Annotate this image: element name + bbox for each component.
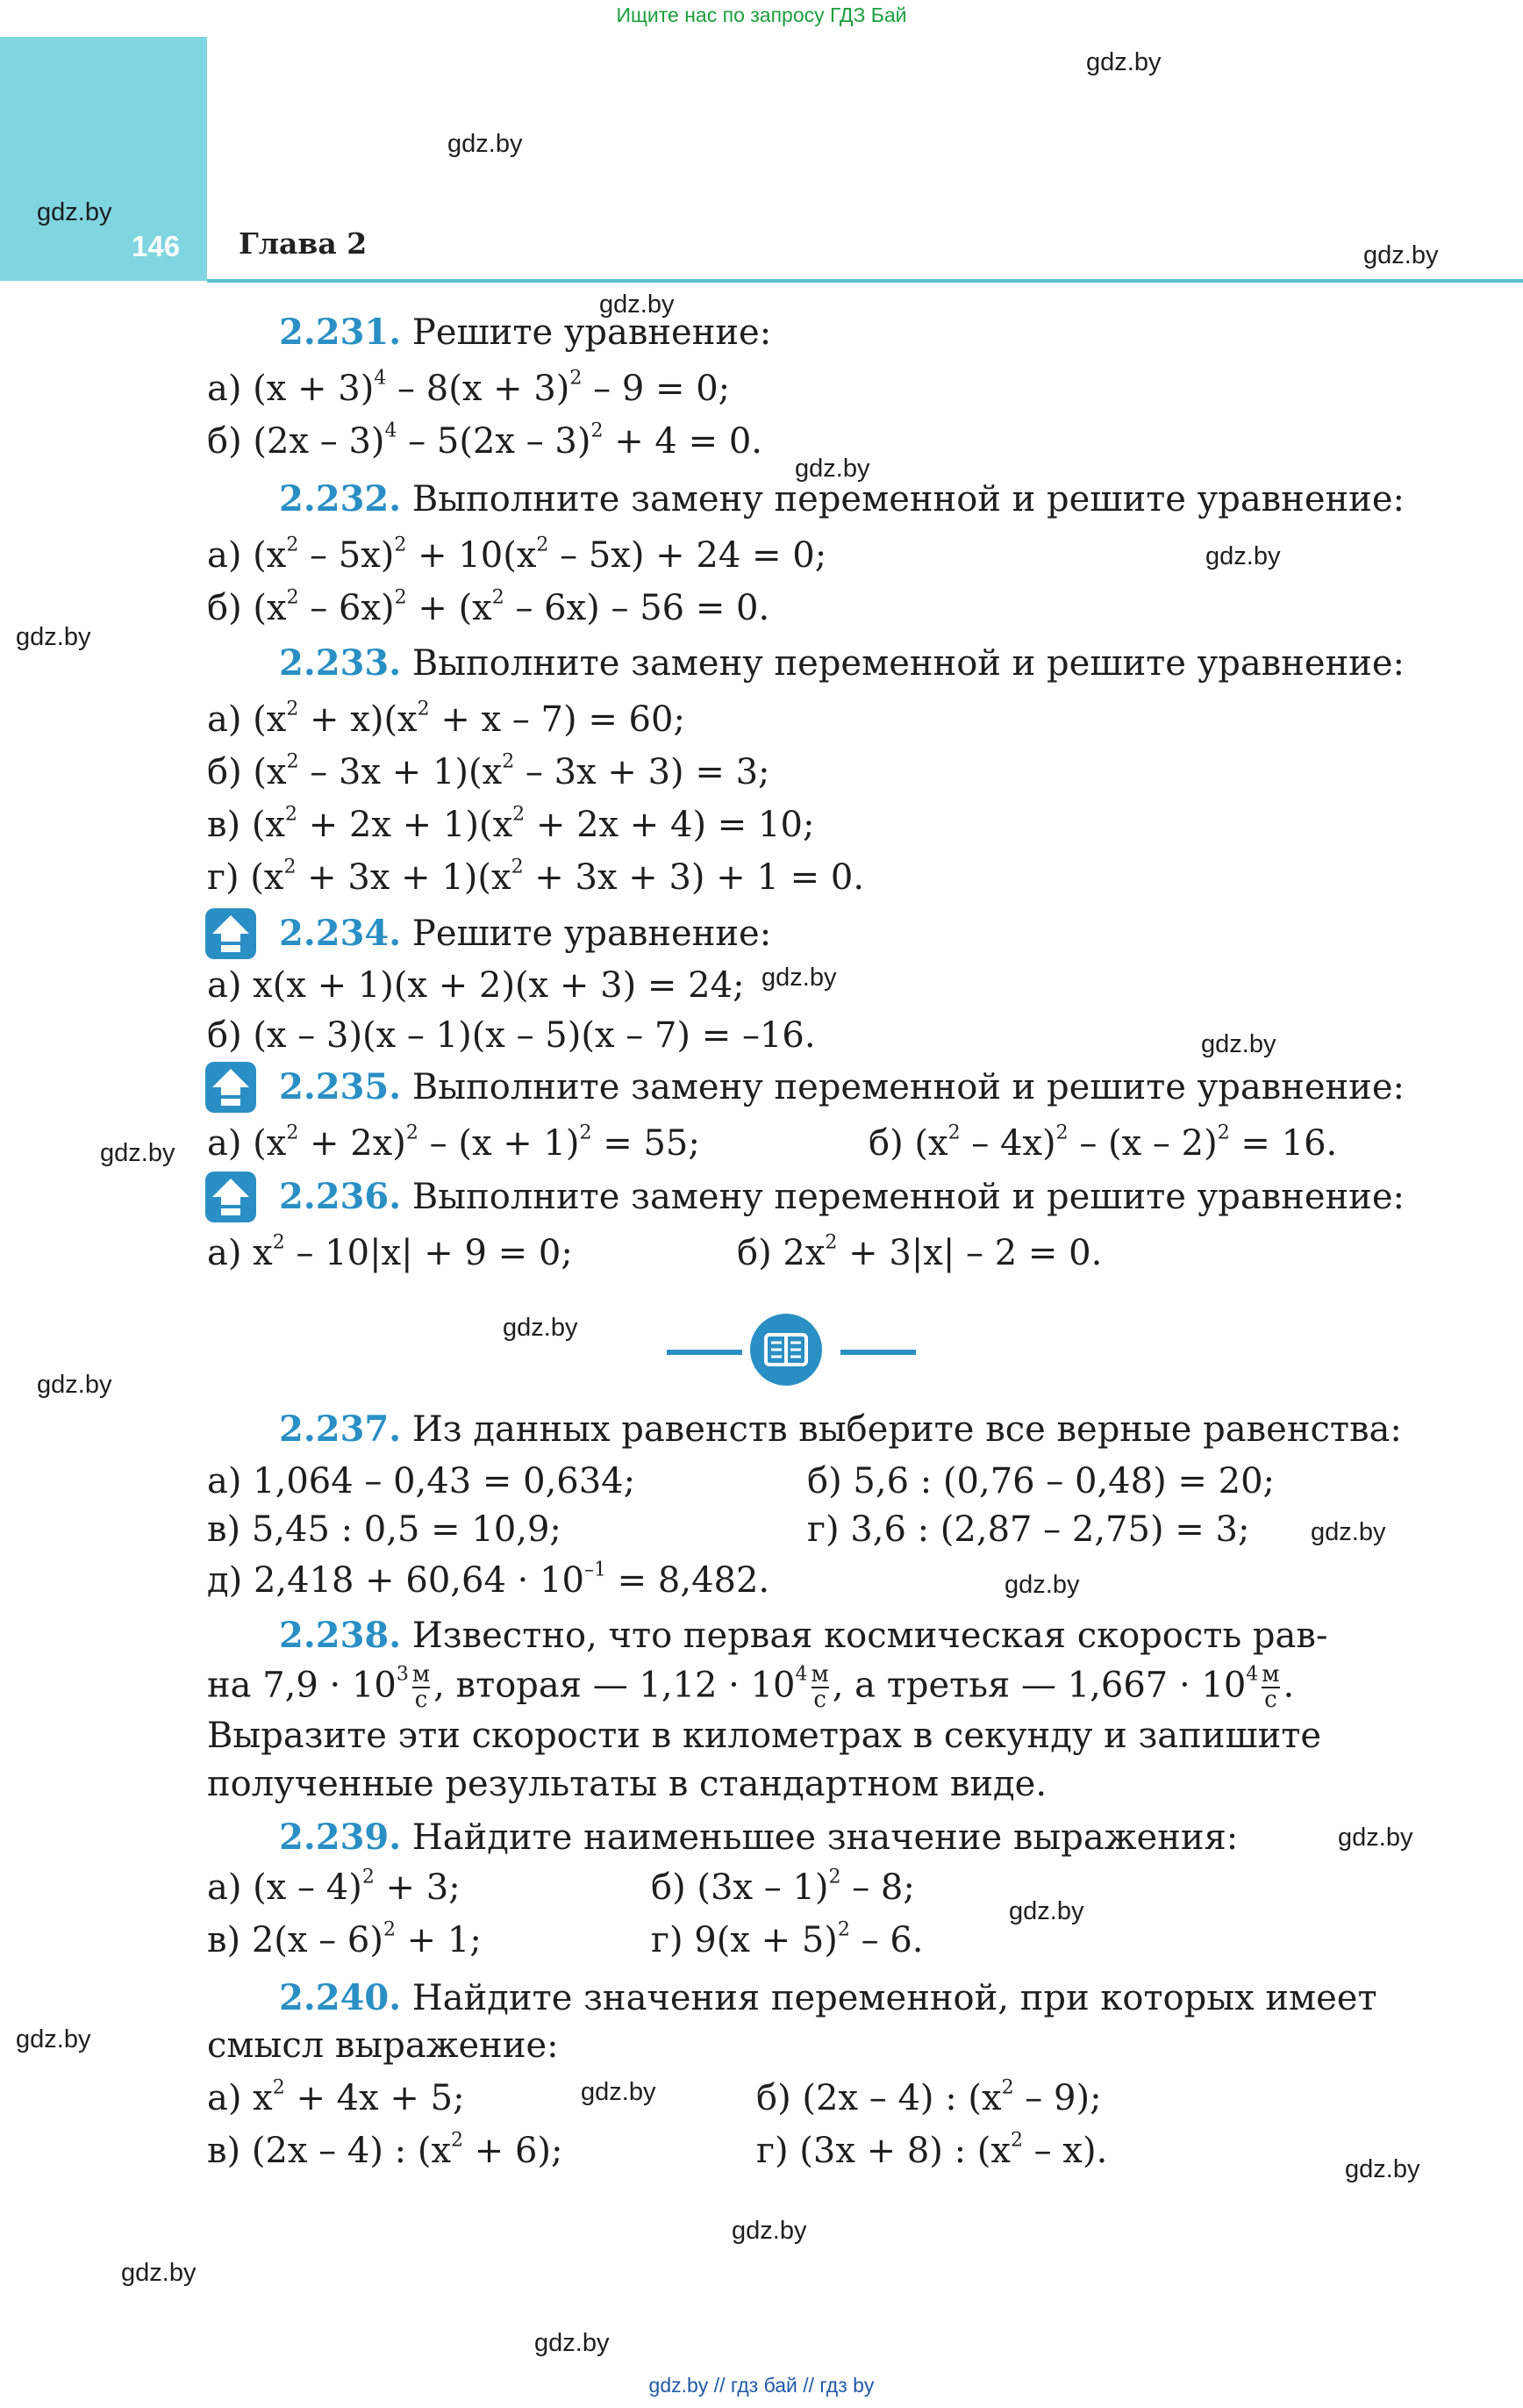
exponent: 2 [502,750,515,773]
math-text: – 8; [840,1867,915,1908]
math-text: 2.235. [279,1066,402,1107]
math-text: + 3|x| – 2 = 0. [837,1233,1103,1273]
watermark: gdz.by [1311,1518,1386,1546]
math-text: Из данных равенств выберите все верные равенства: [411,1409,1402,1450]
task-2-234-b: б) (x – 3)(x – 1)(x – 5)(x – 7) = –16. [207,1015,816,1056]
task-2-232-heading [279,478,1405,520]
task-2-236-b [737,1233,1102,1273]
task-2-235-a [207,1123,700,1164]
watermark: gdz.by [534,2329,610,2357]
task-2-239-d [651,1920,923,1960]
watermark: gdz.by [503,1314,578,1342]
math-text: м [811,1661,829,1688]
math-text: – 5x) + 24 = 0; [548,535,827,576]
math-text: Известно, что первая космическая скорость рав- [411,1616,1328,1656]
task-2-237-b: б) 5,6 : (0,76 – 0,48) = 20; [807,1461,1276,1501]
exponent: 2 [286,534,299,556]
math-text: Выполните замену переменной и решите уравнение: [411,1177,1405,1217]
watermark: gdz.by [37,1371,112,1399]
task-2-240-a [207,2078,465,2118]
math-text: 2.238. [279,1615,402,1656]
math-text: с [1262,1687,1279,1712]
math-text: б) (2x – 3) [207,421,385,462]
exponent: 2 [1010,2129,1023,2152]
watermark: gdz.by [16,623,91,651]
task-2-232-a [207,535,826,576]
watermark: gdz.by [37,198,112,226]
math-text: а) (x + 3) [207,369,375,409]
watermark: gdz.by [1005,1571,1080,1599]
exponent: 2 [405,1122,418,1144]
task-2-233-heading [279,642,1405,684]
task-number: 2.231. [279,312,402,353]
task-2-238-line3: Выразите эти скорости в километрах в секунду и запишите [207,1716,1322,1756]
watermark: gdz.by [795,455,870,483]
task-2-233-c [207,805,814,845]
math-text: + 3x + 1)(x [296,857,511,898]
exponent: 2 [1055,1122,1069,1144]
exponent: 3 [396,1663,409,1686]
math-text: 2.236. [279,1176,402,1217]
math-text: + 6); [463,2131,563,2171]
math-text: с [412,1687,430,1712]
math-text: – 4x) [960,1123,1056,1164]
watermark: gdz.by [121,2259,197,2287]
task-2-231-heading [279,312,771,353]
exponent: 2 [511,856,524,878]
math-text: г) (3x + 8) : (x [756,2131,1011,2171]
watermark: gdz.by [1201,1030,1276,1058]
task-2-238-line4: полученные результаты в стандартном виде. [207,1764,1048,1804]
math-text: – 9 = 0; [582,369,731,409]
watermark: gdz.by [581,2078,656,2106]
unit-fraction [1262,1663,1279,1713]
math-text: в) 2(x – 6) [207,1920,383,1960]
math-text: б) (x [207,752,287,792]
math-text: + 1; [395,1920,482,1960]
watermark: gdz.by [732,2217,807,2245]
task-2-238-line2 [207,1663,1294,1713]
exponent: 4 [1246,1663,1259,1686]
watermark: gdz.by [100,1139,175,1167]
book-icon [750,1314,822,1386]
exponent: 2 [286,750,299,773]
exponent: 2 [828,1866,841,1888]
task-2-240-d [756,2131,1107,2171]
exponent: 2 [837,1918,850,1941]
math-text: м [411,1661,431,1688]
unit-fraction [412,1663,430,1713]
math-text: 2.232. [279,478,402,520]
math-text: б) 2x [737,1233,826,1273]
exponent: 2 [569,367,583,390]
watermark: gdz.by [447,130,523,158]
math-text: 2.237. [279,1408,402,1450]
math-text: с [812,1687,829,1712]
task-2-237-d: г) 3,6 : (2,87 – 2,75) = 3; [807,1509,1250,1550]
exponent: 4 [795,1663,808,1686]
math-text: – 5(2x – 3) [397,421,591,462]
math-text: м [1262,1661,1280,1688]
math-text: Решите уравнение: [411,914,772,954]
math-text: г) (x [207,857,284,898]
task-2-237-heading [279,1408,1402,1450]
math-text: а) (x [207,535,287,576]
task-2-239-c [207,1920,482,1960]
math-text: Найдите наименьшее значение выражения: [411,1817,1239,1858]
exponent: 2 [947,1122,961,1144]
task-2-240-c [207,2131,563,2171]
math-text: + (x [406,588,492,628]
math-text: + 2x + 1)(x [297,805,513,845]
math-text: + 2x + 4) = 10; [525,805,815,845]
footer-links[interactable]: gdz.by // гдз бай // гдз by [648,2374,875,2397]
task-2-238-line1 [279,1615,1327,1656]
task-2-239-a [207,1867,461,1908]
math-text: а) x [207,1233,273,1273]
task-2-233-d [207,857,864,898]
chapter-title: Глава 2 [239,226,368,261]
math-text: – 8(x + 3) [386,369,570,409]
math-text: б) (2x – 4) : (x [756,2078,1002,2118]
task-2-240-b [756,2078,1102,2118]
math-text: + x – 7) = 60; [429,699,685,740]
math-text: – 3x + 3) = 3; [514,752,770,792]
task-2-236-heading [279,1176,1405,1217]
watermark: gdz.by [1345,2155,1420,2183]
exponent: 2 [283,856,297,878]
exponent: 2 [536,534,549,556]
exponent: –1 [583,1559,606,1581]
exponent: 2 [361,1866,375,1888]
exponent: 2 [286,1122,299,1144]
math-text: – 10|x| + 9 = 0; [284,1233,573,1273]
exponent: 2 [394,534,407,556]
task-2-237-a: а) 1,064 – 0,43 = 0,634; [207,1461,636,1501]
task-2-239-b [651,1867,915,1908]
watermark: gdz.by [1086,48,1162,76]
math-text: 2.240. [279,1977,402,2018]
exponent: 2 [1001,2076,1014,2099]
math-text: – 6. [849,1920,924,1960]
task-2-236-a [207,1233,573,1273]
math-text: а) (x – 4) [207,1867,362,1908]
watermark: gdz.by [599,290,675,319]
math-text: = 8,482. [605,1560,770,1601]
math-text: Найдите значения переменной, при которых имеет [411,1978,1377,2018]
exponent: 2 [286,586,299,609]
exponent: 2 [579,1122,592,1144]
math-text: – 6x) [298,588,395,628]
exponent: 2 [394,586,407,609]
math-text: , вторая — 1,12 · 10 [433,1665,796,1706]
task-2-237-c: в) 5,45 : 0,5 = 10,9; [207,1509,561,1550]
watermark: gdz.by [1009,1897,1084,1925]
task-2-231-a [207,369,730,409]
exponent: 2 [590,419,604,442]
math-text: Выполните замену переменной и решите уравнение: [411,1067,1405,1107]
math-text: в) (2x – 4) : (x [207,2131,452,2171]
watermark: gdz.by [1338,1824,1413,1852]
math-text: Выполните замену переменной и решите уравнение: [411,479,1405,520]
exponent: 2 [272,2076,285,2099]
watermark: gdz.by [762,964,837,992]
math-text: , а третья — 1,667 · 10 [832,1665,1247,1706]
math-text: в) (x [207,805,286,845]
math-text: = 55; [591,1123,700,1164]
exponent: 2 [1217,1122,1230,1144]
exponent: 2 [451,2129,464,2152]
math-text: а) x [207,2078,273,2118]
math-text: на 7,9 · 10 [207,1665,397,1706]
math-text: + 4 = 0. [603,421,762,462]
math-text: б) (x [869,1123,948,1164]
difficulty-up-icon [205,1172,256,1222]
divider-right [840,1350,916,1355]
exponent: 2 [272,1231,285,1254]
page-number: 146 [132,230,181,262]
task-2-235-b [869,1123,1337,1164]
math-text: б) (x [207,588,287,628]
difficulty-up-icon [205,1062,256,1113]
task-2-239-heading [279,1817,1238,1858]
math-text: – (x + 1) [418,1123,580,1164]
math-text: 2.233. [279,642,402,684]
math-text: = 16. [1229,1123,1338,1164]
math-text: д) 2,418 + 60,64 · 10 [207,1560,584,1601]
exponent: 4 [374,367,387,390]
math-text: Выполните замену переменной и решите уравнение: [411,643,1405,684]
task-2-234-heading [279,913,771,954]
task-2-240-heading-cont: смысл выражение: [207,2025,559,2066]
task-2-232-b [207,588,769,628]
math-text: – 6x) – 56 = 0. [504,588,770,628]
math-text: 2.239. [279,1817,402,1858]
math-text: а) (x [207,699,287,740]
top-banner: Ищите нас по запросу ГДЗ Бай [616,4,907,26]
watermark: gdz.by [16,2025,91,2053]
watermark: gdz.by [1205,542,1281,570]
math-text: а) (x [207,1123,287,1164]
math-text: – 5x) [298,535,395,576]
math-text: – (x – 2) [1068,1123,1218,1164]
exponent: 2 [383,1918,396,1941]
task-title: Решите уравнение: [411,312,772,353]
math-text: г) 9(x + 5) [651,1920,838,1960]
math-text: – x). [1022,2131,1108,2171]
watermark: gdz.by [1363,241,1439,269]
math-text: + 3; [374,1867,461,1908]
exponent: 4 [384,419,397,442]
math-text: + 10(x [406,535,537,576]
task-2-233-b [207,752,770,792]
math-text: + 2x) [298,1123,406,1164]
task-2-240-heading [279,1977,1377,2018]
math-text: + 4x + 5; [284,2078,465,2118]
math-text: + x)(x [298,699,418,740]
exponent: 2 [286,698,299,720]
math-text: . [1283,1665,1295,1706]
task-2-237-e [207,1560,769,1601]
difficulty-up-icon [205,908,256,959]
math-text: 2.234. [279,913,402,954]
exponent: 2 [825,1231,838,1254]
math-text: – 9); [1013,2078,1102,2118]
divider-left [667,1350,742,1355]
exponent: 2 [417,698,430,720]
unit-fraction [812,1663,829,1713]
math-text: + 3x + 3) + 1 = 0. [523,857,865,898]
task-2-234-a: а) x(x + 1)(x + 2)(x + 3) = 24; [207,965,745,1006]
math-text: – 3x + 1)(x [298,752,503,792]
exponent: 2 [285,803,298,826]
math-text: б) (3x – 1) [651,1867,829,1908]
exponent: 2 [491,586,504,609]
header-rule [207,279,1523,283]
task-2-231-b [207,421,762,462]
exponent: 2 [512,803,526,826]
task-2-235-heading [279,1066,1405,1107]
task-2-233-a [207,699,685,740]
